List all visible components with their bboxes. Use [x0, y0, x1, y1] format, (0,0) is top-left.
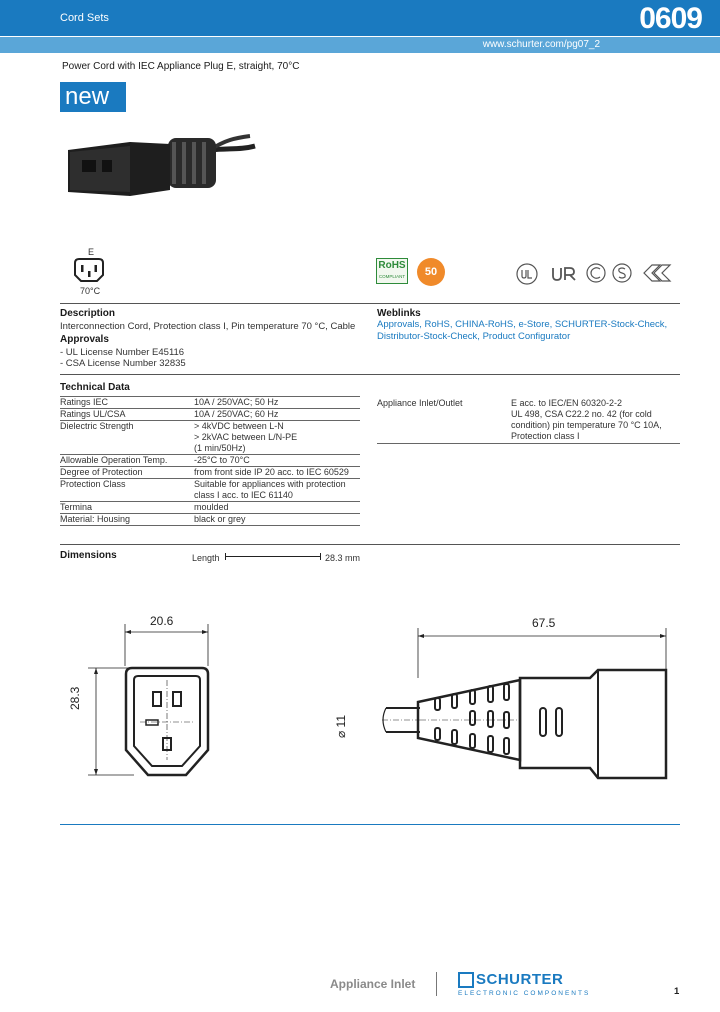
- brand-subtitle: ELECTRONIC COMPONENTS: [458, 990, 591, 997]
- row-value: > 4kVDC between L-N: [194, 421, 284, 431]
- appliance-inlet-line: Protection class I: [511, 431, 580, 441]
- appliance-inlet-key: Appliance Inlet/Outlet: [377, 398, 463, 408]
- footer-separator: [436, 972, 437, 996]
- row-key: Termina: [60, 502, 194, 514]
- row-key: Allowable Operation Temp.: [60, 455, 194, 467]
- approval-csa: - CSA License Number 32835: [60, 358, 186, 369]
- product-title: Power Cord with IEC Appliance Plug E, straight, 70°C: [62, 61, 300, 72]
- header-number: 0609: [639, 2, 702, 35]
- divider-top: [60, 303, 680, 304]
- header-url-bar: [0, 37, 720, 53]
- row-key: Dielectric Strength: [60, 421, 194, 455]
- width-dimension: 20.6: [150, 614, 174, 628]
- row-value-multi: [194, 479, 360, 502]
- row-value: 10A / 250VAC; 50 Hz: [194, 397, 360, 409]
- row-value: from front side IP 20 acc. to IEC 60529: [194, 467, 360, 479]
- row-value: moulded: [194, 502, 360, 514]
- row-value-2: class I acc. to IEC 61140: [194, 490, 293, 500]
- technical-table: [60, 396, 360, 526]
- divider-dimensions: [60, 544, 680, 545]
- row-value: black or grey: [194, 514, 360, 526]
- appliance-inlet-line: UL 498, CSA C22.2 no. 42 (for cold: [511, 409, 652, 419]
- rohs-label: RoHS: [378, 260, 406, 271]
- plug-e-icon: [73, 257, 105, 283]
- appliance-inlet-line: E acc. to IEC/EN 60320-2-2: [511, 398, 623, 408]
- right-table-rule: [377, 443, 680, 444]
- ur-mark-icon: [550, 262, 578, 286]
- table-row: [60, 467, 360, 479]
- table-row: [60, 455, 360, 467]
- technical-heading: Technical Data: [60, 382, 130, 393]
- temperature-label: 70°C: [80, 286, 101, 296]
- page-number: 1: [674, 986, 680, 997]
- ccc-mark-icon: [640, 262, 680, 284]
- ul-mark-icon: [515, 262, 539, 286]
- dimensions-heading: Dimensions: [60, 550, 117, 561]
- rohs-sub-label: COMPLIANT: [378, 274, 406, 279]
- header-category: Cord Sets: [60, 12, 109, 24]
- description-heading: Description: [60, 308, 116, 319]
- row-key: Ratings IEC: [60, 397, 194, 409]
- divider-bottom: [60, 824, 680, 825]
- length-scale-tick-left: [225, 553, 226, 560]
- diameter-dimension: ⌀ 11: [334, 714, 348, 738]
- description-text: Interconnection Cord, Protection class I, Pin temperature 70 °C, Cable: [60, 321, 356, 332]
- csa-mark-icon: [585, 262, 607, 284]
- plug-type-label: E: [88, 247, 95, 257]
- divider-technical: [60, 374, 680, 375]
- row-value-3: (1 min/50Hz): [194, 443, 246, 453]
- s-mark-icon: [611, 262, 633, 284]
- footer-section: Appliance Inlet: [330, 977, 416, 991]
- length-label: Length: [192, 553, 220, 563]
- schurter-logo-icon: [458, 972, 474, 988]
- total-length-dimension: 67.5: [532, 616, 556, 630]
- table-row: [60, 421, 360, 455]
- header-url-link[interactable]: www.schurter.com/pg07_2: [482, 39, 600, 50]
- table-row: [60, 479, 360, 502]
- row-key: Material: Housing: [60, 514, 194, 526]
- weblinks-heading: Weblinks: [377, 308, 421, 319]
- weblinks-line-2[interactable]: Distributor-Stock-Check, Product Configurator: [377, 331, 571, 342]
- side-view-drawing: [380, 620, 680, 790]
- row-value-2: > 2kVAC between L/N-PE: [194, 432, 298, 442]
- fifty-years-badge: [417, 258, 445, 286]
- appliance-inlet-values: [511, 398, 681, 442]
- rohs-badge: [376, 258, 408, 284]
- new-badge: new: [60, 82, 126, 112]
- height-dimension: 28.3: [68, 686, 82, 710]
- row-value-multi: [194, 421, 360, 455]
- row-value: Suitable for appliances with protection: [194, 479, 346, 489]
- approvals-heading: Approvals: [60, 334, 109, 345]
- product-image: [60, 130, 260, 210]
- length-scale-tick-right: [320, 553, 321, 560]
- row-value: -25°C to 70°C: [194, 455, 360, 467]
- front-view-drawing: [60, 610, 230, 790]
- row-value: 10A / 250VAC; 60 Hz: [194, 409, 360, 421]
- fifty-label: 50: [424, 266, 438, 278]
- brand-name: SCHURTER: [476, 971, 564, 988]
- approval-ul: - UL License Number E45116: [60, 347, 185, 358]
- length-value: 28.3 mm: [325, 553, 361, 563]
- row-key: Protection Class: [60, 479, 194, 502]
- row-key: Ratings UL/CSA: [60, 409, 194, 421]
- appliance-inlet-line: condition) pin temperature 70 °C 10A,: [511, 420, 662, 430]
- row-key: Degree of Protection: [60, 467, 194, 479]
- table-row: [60, 397, 360, 409]
- table-row: [60, 514, 360, 526]
- weblinks-line-1[interactable]: Approvals, RoHS, CHINA-RoHS, e-Store, SCHURTER-Stock-Check,: [377, 319, 668, 330]
- table-row: [60, 409, 360, 421]
- table-row: [60, 502, 360, 514]
- length-scale-bar: [225, 556, 320, 557]
